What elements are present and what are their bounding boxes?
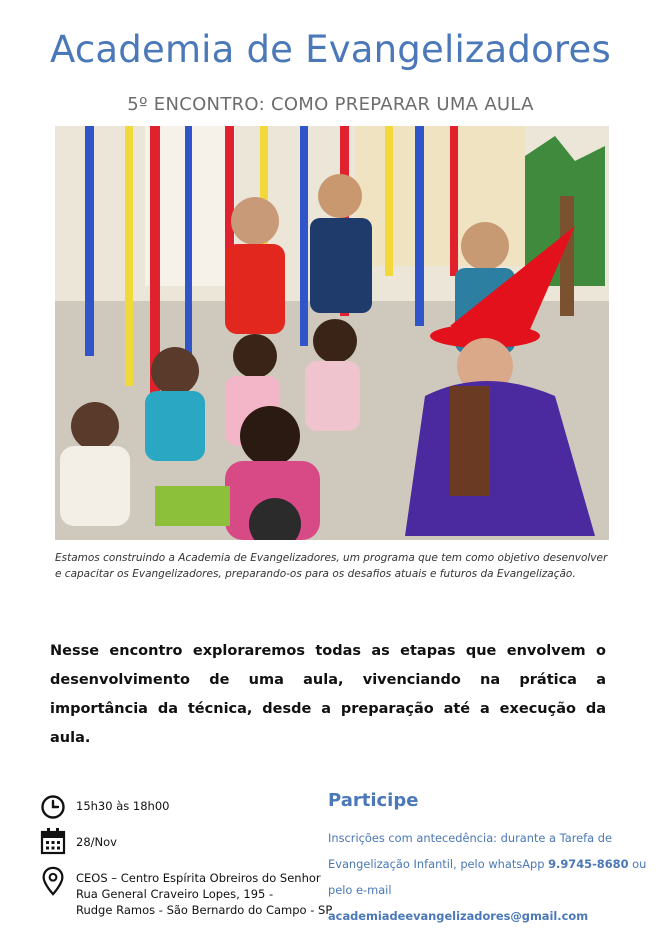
registration-text-1: Inscrições com antecedência: durante a Tarefa de Evangelização Infantil, pelo whatsApp [328, 831, 613, 871]
clock-icon [40, 792, 66, 822]
contact-email-link[interactable]: academiadeevangelizadores@gmail.com [328, 909, 589, 923]
location-line-1: CEOS – Centro Espírita Obreiros do Senhor [76, 871, 321, 885]
event-photo [55, 126, 609, 540]
whatsapp-number[interactable]: 9.9745-8680 [548, 857, 629, 871]
time-row [40, 792, 169, 822]
location-row [40, 866, 332, 918]
caption-line-2: e capacitar os Evangelizadores, preparando-os para os desafios atuais e futuros da Evangelização. [55, 568, 576, 580]
photo-caption [55, 550, 615, 582]
registration-text-2: ou pelo e-mail [328, 857, 647, 897]
event-time: 15h30 às 18h00 [76, 799, 170, 813]
page-subtitle: 5º ENCONTRO: COMO PREPARAR UMA AULA [127, 94, 534, 115]
event-description: Nesse encontro exploraremos todas as etapas que envolvem o desenvolvimento de uma aula, vivenciando na prática a importância da técnica, desde a preparação até a execução da aula. [50, 643, 606, 746]
event-date: 28/Nov [76, 835, 117, 849]
calendar-icon [40, 826, 66, 856]
map-pin-icon [40, 866, 66, 896]
page-title: Academia de Evangelizadores [50, 28, 611, 71]
location-line-3: Rudge Ramos - São Bernardo do Campo - SP [76, 903, 333, 917]
caption-line-1: Estamos construindo a Academia de Evangelizadores, um programa que tem como objetivo desenvolver [55, 552, 608, 564]
participate-heading: Participe [328, 790, 419, 811]
location-line-2: Rua General Craveiro Lopes, 195 - [76, 887, 274, 901]
event-location [76, 866, 332, 918]
registration-info [328, 825, 650, 929]
date-row [40, 826, 117, 856]
